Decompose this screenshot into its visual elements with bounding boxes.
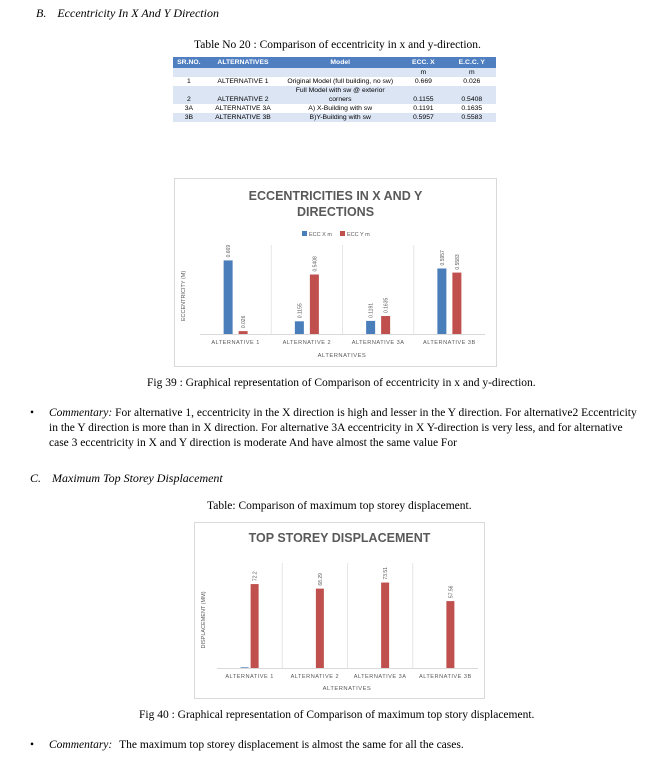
header-alternatives: ALTERNATIVES [205, 57, 282, 68]
header-srno: SR.NO. [173, 57, 205, 68]
bar-y-4 [452, 273, 461, 334]
legend-label-y: ECC Y m [347, 232, 370, 238]
data-label: 0.5583 [454, 254, 461, 270]
legend-swatch-y [340, 231, 345, 236]
section-c-letter: C. [30, 471, 42, 485]
commentary-line: For alternative 1, eccentricity in the X direction is high and lesser in the Y direction. For alternative2 Eccentricity [115, 407, 637, 419]
table-row: 3B ALTERNATIVE 3B B)Y-Building with sw 0.5957 0.5583 [173, 113, 496, 122]
data-label: 57.56 [448, 585, 455, 599]
table-row: 2 ALTERNATIVE 2 corners 0.1155 0.5408 [173, 95, 496, 104]
legend-swatch-x [302, 231, 307, 236]
fig40-caption: Fig 40 : Graphical representation of Comparison of maximum top story displacement. [139, 709, 535, 721]
section-b-letter: B. [36, 6, 47, 20]
table-row: 1 ALTERNATIVE 1 Original Model (full building, no sw) 0.669 0.026 [173, 77, 496, 86]
header-ecc-x: ECC. X [399, 57, 447, 68]
fig39-caption: Fig 39 : Graphical representation of Comparison of eccentricity in x and y-direction. [147, 377, 536, 389]
bar-x-2 [295, 321, 304, 334]
table-row [173, 68, 496, 77]
displacement-chart-svg [195, 523, 484, 698]
data-label: 0.026 [241, 315, 248, 329]
bar-x-3 [366, 321, 375, 334]
eccentricity-table [173, 57, 496, 122]
commentary-label: Commentary: [49, 407, 113, 419]
chart1-ylabel: ECCENTRICITY (M) [181, 270, 187, 322]
bullet: • [30, 739, 35, 751]
commentary-line: case 3 eccentricity in X and Y direction is moderate And have almost the same value For [49, 437, 457, 449]
header-model: Model [281, 57, 399, 68]
eccentricity-chart [174, 178, 497, 367]
bar-y-3 [381, 316, 390, 334]
chart1-xlabel: ALTERNATIVES [317, 353, 367, 359]
category-label: ALTERNATIVE 3B [422, 340, 476, 346]
category-label: ALTERNATIVE 2 [282, 340, 332, 346]
chart2-xlabel: ALTERNATIVES [322, 686, 372, 692]
data-label: 0.1635 [383, 297, 390, 314]
category-label: ALTERNATIVE 3A [353, 674, 407, 680]
chart1-title-line2: DIRECTIONS [296, 205, 375, 219]
table-row: 3A ALTERNATIVE 3A A) X-Building with sw 0.1191 0.1635 [173, 104, 496, 113]
category-label: ALTERNATIVE 1 [211, 340, 260, 346]
category-label: ALTERNATIVE 1 [225, 674, 274, 680]
bar-x-1 [224, 260, 233, 334]
bar-y-2 [316, 589, 324, 668]
unit-cell: m [399, 68, 447, 77]
bar-y-4 [446, 601, 454, 668]
data-label: 72.2 [252, 571, 259, 582]
chart2-ylabel: DISPLACEMENT (MM) [201, 591, 207, 649]
bar-y-1 [251, 584, 259, 668]
chart2-title: TOP STOREY DISPLACEMENT [248, 531, 431, 545]
category-label: ALTERNATIVE 3B [418, 674, 472, 680]
bar-x-4 [437, 268, 446, 334]
displacement-chart [194, 522, 485, 699]
table2-caption: Table: Comparison of maximum top storey displacement. [207, 500, 472, 512]
section-c-title: Maximum Top Storey Displacement [52, 471, 223, 485]
table-row: Full Model with sw @ exterior [173, 86, 496, 95]
table-caption: Table No 20 : Comparison of eccentricity in x and y-direction. [194, 39, 481, 51]
commentary-label: Commentary: [49, 739, 113, 751]
chart1-title-line1: ECCENTRICITIES IN X AND Y [248, 189, 423, 203]
data-label: 68.29 [317, 573, 324, 586]
bullet: • [30, 407, 35, 419]
category-label: ALTERNATIVE 3A [351, 340, 405, 346]
commentary-line: in the Y direction is more than in X direction. For alternative 3A eccentricity in X Y-direction is very less, and for alternative [49, 422, 623, 434]
data-label: 0.5957 [439, 250, 446, 266]
commentary-text: The maximum top storey displacement is almost the same for all the cases. [119, 739, 464, 751]
data-label: 73.51 [383, 567, 390, 580]
unit-cell: m [448, 68, 496, 77]
section-b-title: Eccentricity In X And Y Direction [57, 6, 219, 20]
data-label: 0.1155 [297, 303, 304, 319]
legend-label-x: ECC X m [309, 232, 332, 238]
eccentricity-chart-svg [175, 179, 496, 366]
header-ecc-y: E.C.C. Y [448, 57, 496, 68]
chart1-legend [302, 231, 370, 238]
data-label: 0.5408 [312, 256, 319, 272]
section-c-heading [30, 471, 223, 486]
category-label: ALTERNATIVE 2 [290, 674, 340, 680]
data-label: 0.1191 [368, 302, 375, 318]
bar-y-3 [381, 583, 389, 668]
data-label: 0.669 [226, 244, 233, 258]
bar-x-1 [241, 667, 249, 668]
section-b-heading [36, 6, 219, 21]
bar-y-1 [239, 331, 248, 334]
bar-y-2 [310, 275, 319, 334]
